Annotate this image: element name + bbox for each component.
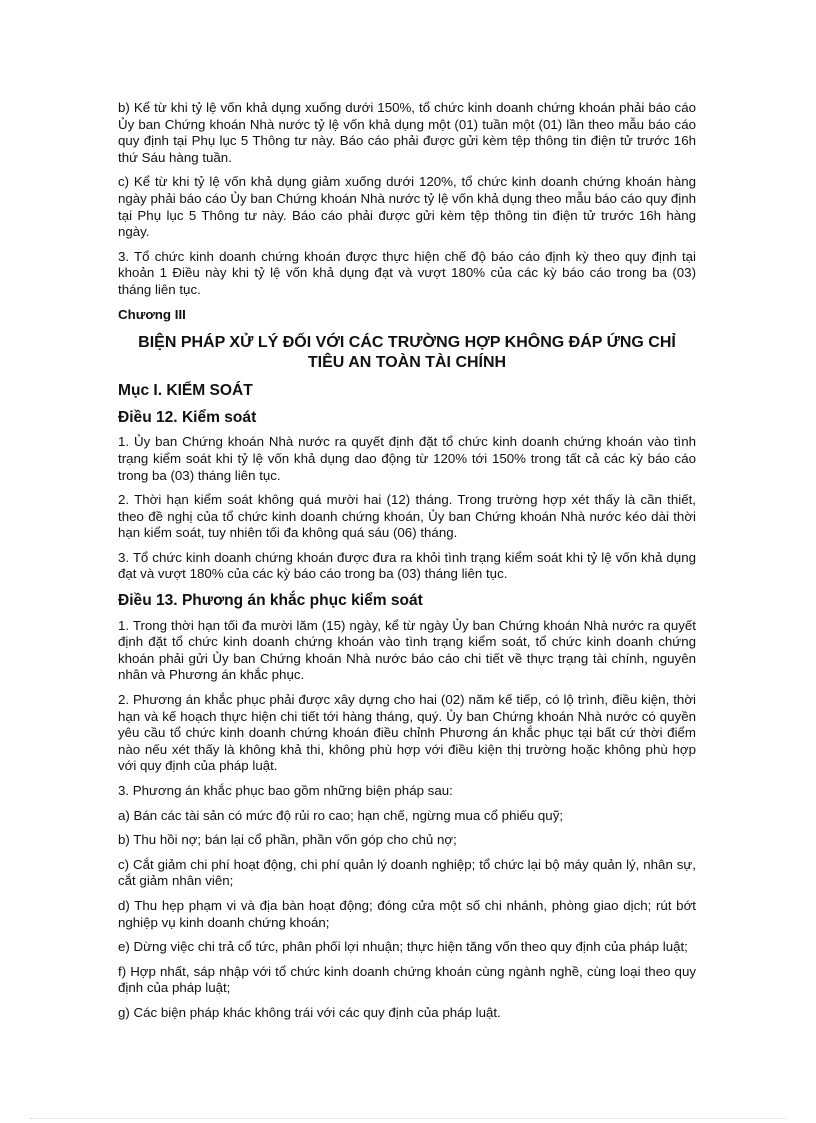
document-page xyxy=(118,100,696,1030)
para-11-c: c) Kể từ khi tỷ lệ vốn khả dụng giảm xuống dưới 120%, tổ chức kinh doanh chứng khoán hàng ngày phải báo cáo Ủy ban Chứng khoán Nhà nước tỷ lệ vốn khả dụng theo mẫu báo cáo quy định tại Phụ lục 5 Thông tư này. Báo cáo phải được gửi kèm tệp thông tin điện tử trước 16h hàng ngày. xyxy=(118,174,696,240)
para-11-b: b) Kể từ khi tỷ lệ vốn khả dụng xuống dưới 150%, tổ chức kinh doanh chứng khoán phải báo cáo Ủy ban Chứng khoán Nhà nước tỷ lệ vốn khả dụng một (01) tuần một (01) lần theo mẫu báo cáo quy định tại Phụ lục 5 Thông tư này. Báo cáo phải được gửi kèm tệp thông tin điện tử trước 16h thứ Sáu hàng tuần. xyxy=(118,100,696,165)
para-13-3: 3. Phương án khắc phục bao gồm những biện pháp sau: xyxy=(118,783,453,798)
para-13-2: 2. Phương án khắc phục phải được xây dựng cho hai (02) năm kế tiếp, có lộ trình, điều kiện, thời hạn và kế hoạch thực hiện chi tiết tới hàng tháng, quý. Ủy ban Chứng khoán Nhà nước có quyền yêu cầu tổ chức kinh doanh chứng khoán điều chỉnh Phương án khắc phục tại bất cứ thời điểm nào nếu xét thấy là không khả thi, không phù hợp với điều kiện thị trường hoặc không phù hợp với quy định của pháp luật. xyxy=(118,692,696,774)
para-13-3-f: f) Hợp nhất, sáp nhập với tổ chức kinh doanh chứng khoán cùng ngành nghề, cùng loại theo quy định của pháp luật; xyxy=(118,963,696,996)
article-13-heading: Điều 13. Phương án khắc phục kiểm soát xyxy=(118,592,423,610)
para-13-3-d: d) Thu hẹp phạm vi và địa bàn hoạt động; đóng cửa một số chi nhánh, phòng giao dịch; rút bớt nghiệp vụ kinh doanh chứng khoán; xyxy=(118,897,696,930)
para-12-1: 1. Ủy ban Chứng khoán Nhà nước ra quyết định đặt tổ chức kinh doanh chứng khoán vào tình trạng kiểm soát khi tỷ lệ vốn khả dụng dao động từ 120% tới 150% trong tất cả các kỳ báo cáo trong ba (03) tháng liên tục. xyxy=(118,434,696,483)
chapter-title: BIỆN PHÁP XỬ LÝ ĐỐI VỚI CÁC TRƯỜNG HỢP KHÔNG ĐÁP ỨNG CHỈ TIÊU AN TOÀN TÀI CHÍNH xyxy=(138,334,676,372)
page-bottom-divider xyxy=(30,1118,786,1119)
para-13-3-e: e) Dừng việc chi trả cổ tức, phân phối lợi nhuận; thực hiện tăng vốn theo quy định của pháp luật; xyxy=(118,939,688,955)
para-11-3: 3. Tổ chức kinh doanh chứng khoán được thực hiện chế độ báo cáo định kỳ theo quy định tại khoản 1 Điều này khi tỷ lệ vốn khả dụng đạt và vượt 180% của các kỳ báo cáo trong ba (03) tháng liên tục. xyxy=(118,248,696,297)
para-12-3: 3. Tổ chức kinh doanh chứng khoán được đưa ra khỏi tình trạng kiểm soát khi tỷ lệ vốn khả dụng đạt và vượt 180% của các kỳ báo cáo trong ba (03) tháng liên tục. xyxy=(118,549,696,582)
chapter-label: Chương III xyxy=(118,306,186,322)
para-12-2: 2. Thời hạn kiểm soát không quá mười hai (12) tháng. Trong trường hợp xét thấy là cần thiết, theo đề nghị của tổ chức kinh doanh chứng khoán, Ủy ban Chứng khoán Nhà nước kéo dài thời hạn kiểm soát, tuy nhiên tối đa không quá sáu (06) tháng. xyxy=(118,492,696,541)
article-12-heading: Điều 12. Kiểm soát xyxy=(118,408,257,426)
section-heading: Mục I. KIỂM SOÁT xyxy=(118,382,253,400)
para-13-3-g: g) Các biện pháp khác không trái với các quy định của pháp luật. xyxy=(118,1004,501,1020)
para-13-3-a: a) Bán các tài sản có mức độ rủi ro cao; hạn chế, ngừng mua cổ phiếu quỹ; xyxy=(118,807,564,823)
para-13-3-b: b) Thu hồi nợ; bán lại cổ phần, phần vốn góp cho chủ nợ; xyxy=(118,832,457,848)
para-13-3-c: c) Cắt giảm chi phí hoạt động, chi phí quản lý doanh nghiệp; tổ chức lại bộ máy quản lý, nhân sự, cắt giảm nhân viên; xyxy=(118,856,696,889)
para-13-1: 1. Trong thời hạn tối đa mười lăm (15) ngày, kể từ ngày Ủy ban Chứng khoán Nhà nước ra quyết định đặt tổ chức kinh doanh chứng khoán vào tình trạng kiểm soát, tổ chức kinh doanh chứng khoán phải gửi Ủy ban Chứng khoán Nhà nước báo cáo chi tiết về thực trạng tài chính, nguyên nhân và Phương án khắc phục. xyxy=(118,617,696,683)
